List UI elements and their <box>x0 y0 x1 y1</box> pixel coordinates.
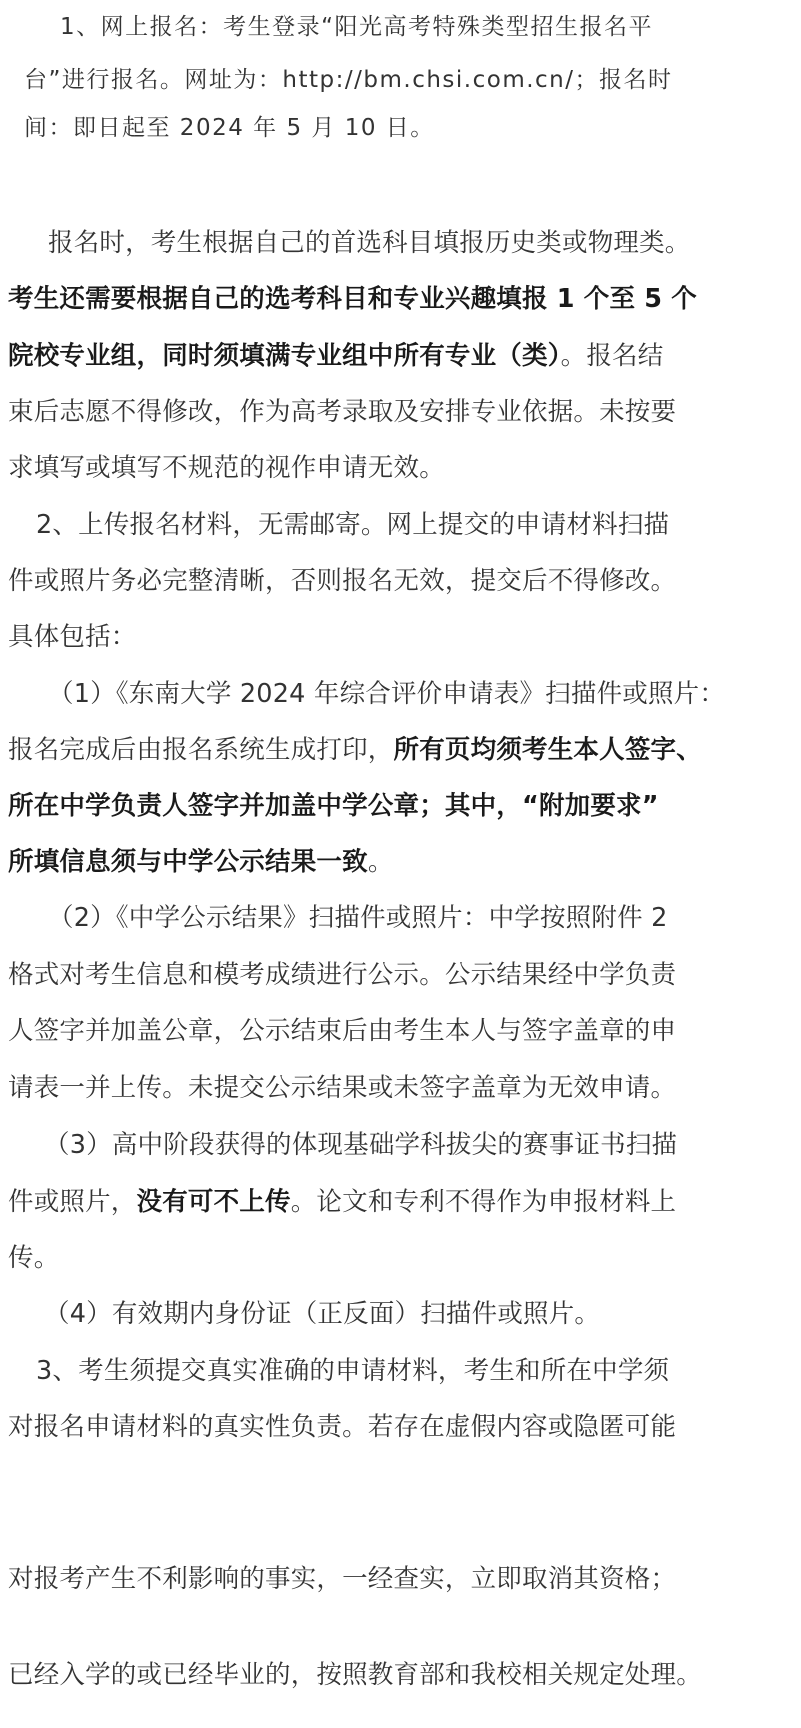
text-line-8 <box>8 452 445 484</box>
text-run: 对报名申请材料的真实性负责。若存在虚假内容或隐匿可能 <box>8 1412 677 1442</box>
text-line-4 <box>48 227 691 259</box>
text-line-1 <box>60 11 653 43</box>
text-run: 传。 <box>8 1243 60 1273</box>
text-line-10 <box>8 565 676 597</box>
text-line-18 <box>8 1015 676 1047</box>
text-run: 报名时，考生根据自己的首选科目填报历史类或物理类。 <box>48 228 691 258</box>
text-run: 具体包括： <box>8 622 137 652</box>
text-line-19 <box>8 1072 676 1104</box>
text-run: 已经入学的或已经毕业的，按照教育部和我校相关规定处理。 <box>8 1660 702 1690</box>
text-run: 2、上传报名材料，无需邮寄。网上提交的申请材料扫描 <box>36 510 670 540</box>
text-line-23 <box>44 1298 600 1330</box>
text-line-25 <box>8 1411 676 1443</box>
text-run: 报名完成后由报名系统生成打印， <box>8 735 394 765</box>
text-run: 。论文和专利不得作为申报材料上 <box>290 1187 677 1217</box>
text-line-21 <box>8 1186 676 1218</box>
text-line-2 <box>24 64 673 96</box>
text-run: 。 <box>367 847 394 877</box>
text-line-5 <box>8 283 697 315</box>
text-run: （2）《中学公示结果》扫描件或照片：中学按照附件 2 <box>48 903 668 933</box>
text-run: （3）高中阶段获得的体现基础学科拔尖的赛事证书扫描 <box>44 1130 678 1160</box>
text-run: （4）有效期内身份证（正反面）扫描件或照片。 <box>44 1299 601 1329</box>
text-run: 请表一并上传。未提交公示结果或未签字盖章为无效申请。 <box>8 1073 677 1103</box>
text-line-12 <box>48 678 725 710</box>
text-run: 束后志愿不得修改，作为高考录取及安排专业依据。未按要 <box>8 397 677 427</box>
text-line-3 <box>24 112 435 144</box>
text-run: 人签字并加盖公章，公示结束后由考生本人与签字盖章的申 <box>8 1016 677 1046</box>
text-line-16 <box>48 902 668 934</box>
text-run: 求填写或填写不规范的视作申请无效。 <box>8 453 445 483</box>
text-line-27 <box>8 1659 702 1691</box>
text-run: （1）《东南大学 2024 年综合评价申请表》扫描件或照片： <box>48 679 726 709</box>
text-run: 件或照片， <box>8 1187 137 1217</box>
text-line-11 <box>8 621 137 653</box>
text-run: 3、考生须提交真实准确的申请材料，考生和所在中学须 <box>36 1356 670 1386</box>
text-line-22 <box>8 1242 59 1274</box>
text-run: 格式对考生信息和模考成绩进行公示。公示结果经中学负责 <box>8 960 677 990</box>
text-line-24 <box>36 1355 669 1387</box>
text-run: 台”进行报名。网址为：http://bm.chsi.com.cn/；报名时 <box>24 67 673 93</box>
text-run: 对报考产生不利影响的事实，一经查实，立即取消其资格； <box>8 1564 677 1594</box>
text-run: 1、网上报名：考生登录“阳光高考特殊类型招生报名平 <box>60 14 654 40</box>
text-line-17 <box>8 959 676 991</box>
bold-text-run: 所填信息须与中学公示结果一致 <box>8 847 368 877</box>
bold-text-run: 所有页均须考生本人签字、 <box>393 735 702 765</box>
bold-text-run: 院校专业组，同时须填满专业组中所有专业（类） <box>8 341 561 371</box>
text-line-14 <box>8 790 659 822</box>
text-line-15 <box>8 846 394 878</box>
text-run: 间：即日起至 2024 年 5 月 10 日。 <box>24 115 435 141</box>
text-line-13 <box>8 734 702 766</box>
bold-text-run: 没有可不上传 <box>136 1187 291 1217</box>
text-line-6 <box>8 340 663 372</box>
text-line-7 <box>8 396 676 428</box>
text-line-9 <box>36 509 669 541</box>
text-run: 。报名结 <box>560 341 664 371</box>
text-run: 考生还需要根据自己的选考科目和专业兴趣填报 1 个至 5 个 <box>8 284 697 314</box>
text-line-26 <box>8 1563 676 1595</box>
text-line-20 <box>44 1129 677 1161</box>
text-run: 所在中学负责人签字并加盖中学公章；其中，“附加要求” <box>8 791 659 821</box>
text-run: 件或照片务必完整清晰，否则报名无效，提交后不得修改。 <box>8 566 677 596</box>
